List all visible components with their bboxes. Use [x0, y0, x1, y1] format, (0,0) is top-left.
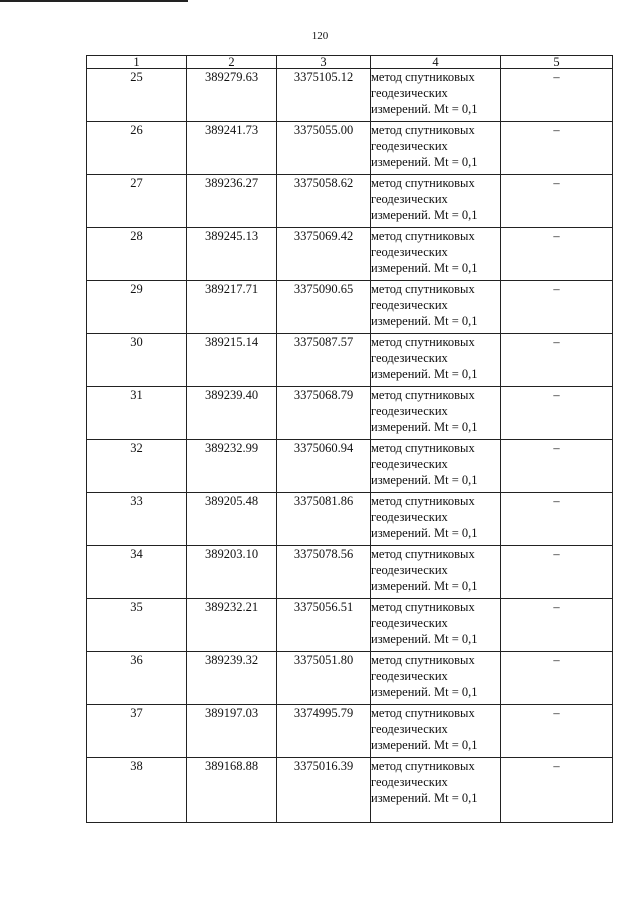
x-coordinate-cell: 389232.99: [187, 440, 277, 493]
method-cell: метод спутниковых геодезических измерений. Mt = 0,1: [371, 334, 501, 387]
note-cell: –: [501, 546, 613, 599]
table-row: [87, 122, 613, 175]
y-coordinate-cell: 3375056.51: [277, 599, 371, 652]
header-row: [87, 56, 613, 69]
y-coordinate-cell: 3374995.79: [277, 705, 371, 758]
x-coordinate-cell: 389279.63: [187, 69, 277, 122]
y-coordinate-cell: 3375081.86: [277, 493, 371, 546]
table-row: [87, 387, 613, 440]
point-number-cell: 30: [87, 334, 187, 387]
note-cell: –: [501, 705, 613, 758]
x-coordinate-cell: 389241.73: [187, 122, 277, 175]
point-number-cell: 28: [87, 228, 187, 281]
x-coordinate-cell: 389197.03: [187, 705, 277, 758]
table-row: [87, 546, 613, 599]
point-number-cell: 34: [87, 546, 187, 599]
note-cell: –: [501, 652, 613, 705]
x-coordinate-cell: 389203.10: [187, 546, 277, 599]
point-number-cell: 26: [87, 122, 187, 175]
column-header-1: 1: [87, 56, 187, 69]
point-number-cell: 36: [87, 652, 187, 705]
point-number-cell: 27: [87, 175, 187, 228]
y-coordinate-cell: 3375060.94: [277, 440, 371, 493]
note-cell: –: [501, 493, 613, 546]
y-coordinate-cell: 3375087.57: [277, 334, 371, 387]
column-header-2: 2: [187, 56, 277, 69]
point-number-cell: 35: [87, 599, 187, 652]
table-row: [87, 493, 613, 546]
y-coordinate-cell: 3375105.12: [277, 69, 371, 122]
point-number-cell: 31: [87, 387, 187, 440]
method-cell: метод спутниковых геодезических измерений. Mt = 0,1: [371, 705, 501, 758]
note-cell: –: [501, 228, 613, 281]
point-number-cell: 29: [87, 281, 187, 334]
method-cell: метод спутниковых геодезических измерений. Mt = 0,1: [371, 758, 501, 823]
table-row: [87, 281, 613, 334]
y-coordinate-cell: 3375069.42: [277, 228, 371, 281]
note-cell: –: [501, 758, 613, 823]
y-coordinate-cell: 3375055.00: [277, 122, 371, 175]
y-coordinate-cell: 3375058.62: [277, 175, 371, 228]
note-cell: –: [501, 599, 613, 652]
note-cell: –: [501, 387, 613, 440]
table-row: [87, 705, 613, 758]
method-cell: метод спутниковых геодезических измерений. Mt = 0,1: [371, 652, 501, 705]
table-row: [87, 334, 613, 387]
x-coordinate-cell: 389205.48: [187, 493, 277, 546]
y-coordinate-cell: 3375078.56: [277, 546, 371, 599]
method-cell: метод спутниковых геодезических измерений. Mt = 0,1: [371, 69, 501, 122]
method-cell: метод спутниковых геодезических измерений. Mt = 0,1: [371, 122, 501, 175]
table-row: [87, 758, 613, 823]
note-cell: –: [501, 69, 613, 122]
table-row: [87, 69, 613, 122]
x-coordinate-cell: 389217.71: [187, 281, 277, 334]
y-coordinate-cell: 3375090.65: [277, 281, 371, 334]
method-cell: метод спутниковых геодезических измерений. Mt = 0,1: [371, 599, 501, 652]
x-coordinate-cell: 389168.88: [187, 758, 277, 823]
x-coordinate-cell: 389239.32: [187, 652, 277, 705]
point-number-cell: 33: [87, 493, 187, 546]
table-row: [87, 440, 613, 493]
note-cell: –: [501, 281, 613, 334]
column-header-5: 5: [501, 56, 613, 69]
coordinates-table: [86, 55, 613, 823]
y-coordinate-cell: 3375016.39: [277, 758, 371, 823]
method-cell: метод спутниковых геодезических измерений. Mt = 0,1: [371, 493, 501, 546]
table-row: [87, 175, 613, 228]
x-coordinate-cell: 389245.13: [187, 228, 277, 281]
method-cell: метод спутниковых геодезических измерений. Mt = 0,1: [371, 546, 501, 599]
x-coordinate-cell: 389232.21: [187, 599, 277, 652]
note-cell: –: [501, 122, 613, 175]
column-header-3: 3: [277, 56, 371, 69]
point-number-cell: 38: [87, 758, 187, 823]
note-cell: –: [501, 440, 613, 493]
note-cell: –: [501, 334, 613, 387]
method-cell: метод спутниковых геодезических измерений. Mt = 0,1: [371, 440, 501, 493]
table-row: [87, 599, 613, 652]
table-row: [87, 652, 613, 705]
y-coordinate-cell: 3375068.79: [277, 387, 371, 440]
page-number: 120: [311, 30, 329, 42]
point-number-cell: 25: [87, 69, 187, 122]
method-cell: метод спутниковых геодезических измерений. Mt = 0,1: [371, 228, 501, 281]
point-number-cell: 32: [87, 440, 187, 493]
top-rule: [0, 0, 188, 2]
note-cell: –: [501, 175, 613, 228]
point-number-cell: 37: [87, 705, 187, 758]
table-row: [87, 228, 613, 281]
y-coordinate-cell: 3375051.80: [277, 652, 371, 705]
x-coordinate-cell: 389215.14: [187, 334, 277, 387]
x-coordinate-cell: 389236.27: [187, 175, 277, 228]
x-coordinate-cell: 389239.40: [187, 387, 277, 440]
method-cell: метод спутниковых геодезических измерений. Mt = 0,1: [371, 387, 501, 440]
method-cell: метод спутниковых геодезических измерений. Mt = 0,1: [371, 281, 501, 334]
column-header-4: 4: [371, 56, 501, 69]
method-cell: метод спутниковых геодезических измерений. Mt = 0,1: [371, 175, 501, 228]
